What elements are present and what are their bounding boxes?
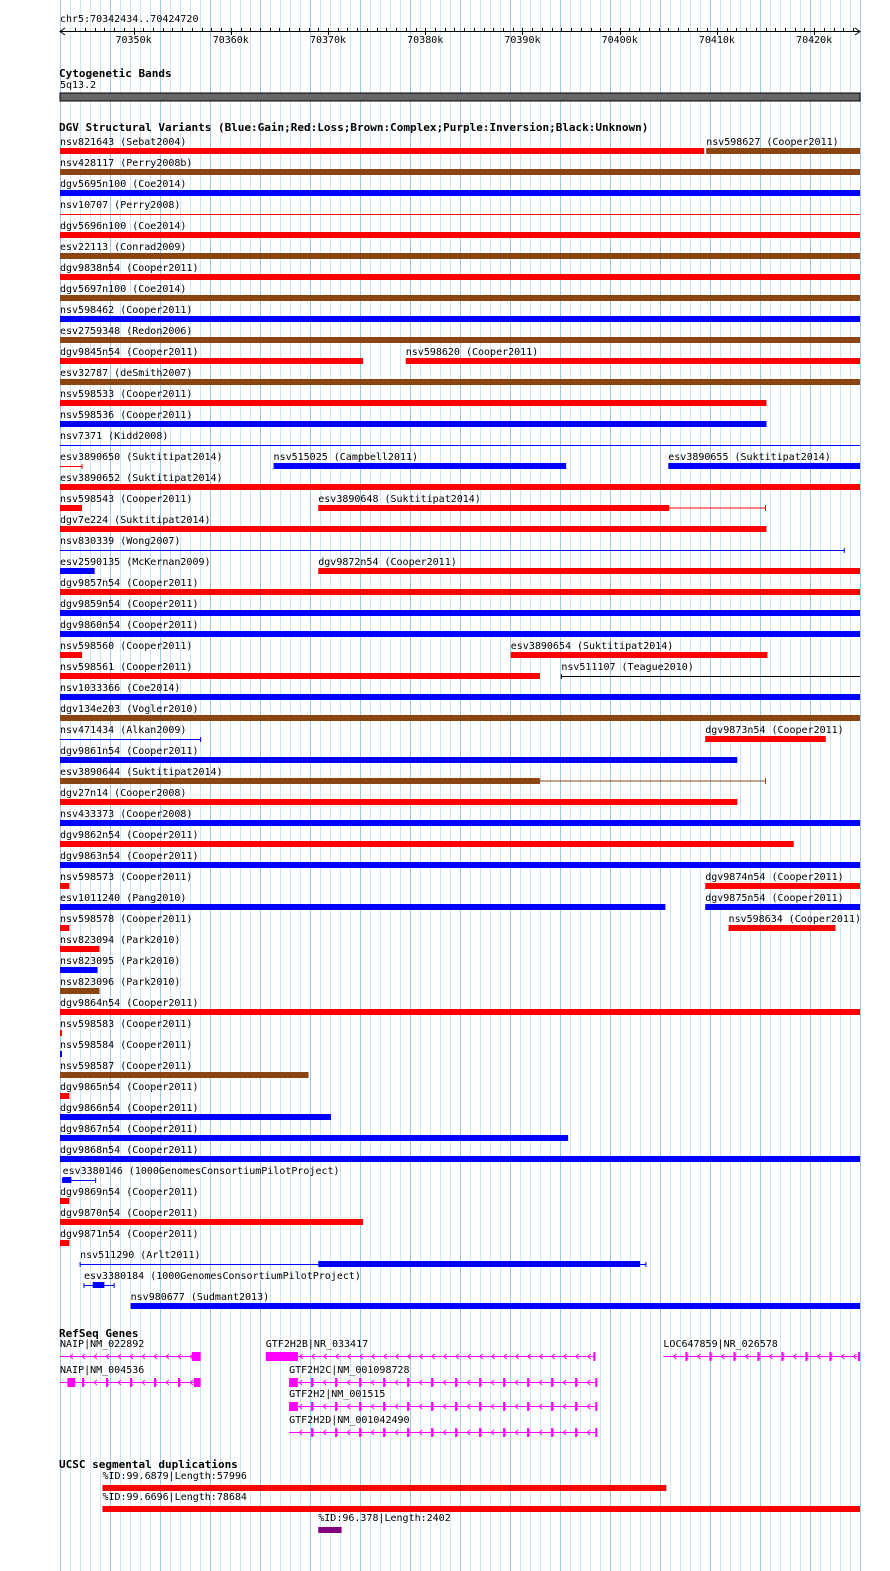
refseq-exon[interactable] <box>154 1378 156 1387</box>
dgv-feature-label: nsv821643 (Sebat2004) <box>60 137 187 148</box>
dgv-feature-label: nsv598627 (Cooper2011) <box>706 137 839 148</box>
dgv-feature-label: dgv9863n54 (Cooper2011) <box>60 851 199 862</box>
dgv-feature-label: nsv511107 (Teague2010) <box>561 662 694 673</box>
dgv-feature-label: dgv9860n54 (Cooper2011) <box>60 620 199 631</box>
ruler-tick-label: 70350k <box>115 35 152 46</box>
dgv-feature-label: dgv9873n54 (Cooper2011) <box>705 725 844 736</box>
dgv-feature-block[interactable] <box>318 1261 640 1267</box>
refseq-exon[interactable] <box>595 1428 597 1437</box>
dgv-feature-label: dgv5696n100 (Coe2014) <box>60 221 187 232</box>
refseq-exon[interactable] <box>829 1352 831 1361</box>
refseq-exon[interactable] <box>503 1402 505 1411</box>
refseq-exon[interactable] <box>383 1402 385 1411</box>
segdup-bar[interactable] <box>318 1527 341 1533</box>
dgv-feature-label: nsv598560 (Cooper2011) <box>60 641 193 652</box>
dgv-feature-label: nsv598536 (Cooper2011) <box>60 410 193 421</box>
segdup-label: %ID:99.6696|Length:78684 <box>102 1492 247 1503</box>
refseq-gene-label: NAIP|NM_004536 <box>60 1365 145 1376</box>
dgv-feature-label: dgv9874n54 (Cooper2011) <box>705 872 844 883</box>
refseq-exon[interactable] <box>805 1352 807 1361</box>
segdup-label: %ID:99.6879|Length:57996 <box>102 1471 247 1482</box>
refseq-exon[interactable] <box>178 1378 180 1387</box>
refseq-exon[interactable] <box>527 1402 529 1411</box>
refseq-gene-label: GTF2H2C|NM_001098728 <box>289 1365 410 1376</box>
cytoband-label: 5q13.2 <box>60 80 97 91</box>
cytoband-bar[interactable] <box>60 93 860 101</box>
dgv-feature-label: dgv9845n54 (Cooper2011) <box>60 347 199 358</box>
ruler-tick-label: 70420k <box>796 35 833 46</box>
refseq-gene-label: GTF2H2D|NM_001042490 <box>289 1415 410 1426</box>
segdup-title[interactable]: UCSC segmental duplications <box>59 1458 238 1471</box>
refseq-exon[interactable] <box>289 1378 298 1387</box>
refseq-exon[interactable] <box>455 1378 457 1387</box>
dgv-feature-label: nsv598620 (Cooper2011) <box>405 347 539 358</box>
refseq-exon[interactable] <box>407 1428 409 1437</box>
dgv-feature-label: nsv598587 (Cooper2011) <box>60 1061 193 1072</box>
dgv-feature-label: dgv9875n54 (Cooper2011) <box>705 893 844 904</box>
dgv-feature-label: nsv598561 (Cooper2011) <box>60 662 193 673</box>
refseq-exon[interactable] <box>335 1402 337 1411</box>
refseq-exon[interactable] <box>130 1378 132 1387</box>
dgv-feature-label: nsv515025 (Campbell2011) <box>273 452 419 463</box>
dgv-feature-label: esv3380146 (1000GenomesConsortiumPilotProject) <box>62 1166 340 1177</box>
dgv-feature-label: nsv823096 (Park2010) <box>60 977 181 988</box>
dgv-feature-label: dgv5695n100 (Coe2014) <box>60 179 187 190</box>
dgv-feature-label: dgv27n14 (Cooper2008) <box>60 788 187 799</box>
ruler-tick-label: 70410k <box>698 35 735 46</box>
cytoband-title[interactable]: Cytogenetic Bands <box>59 67 172 80</box>
refseq-exon[interactable] <box>595 1402 597 1411</box>
dgv-feature-label: nsv980677 (Sudmant2013) <box>130 1292 270 1303</box>
segdup-bar[interactable] <box>102 1506 860 1512</box>
refseq-exon[interactable] <box>335 1428 337 1437</box>
refseq-exon[interactable] <box>575 1402 577 1411</box>
dgv-feature-label: dgv9859n54 (Cooper2011) <box>60 599 199 610</box>
dgv-feature-label: esv3890648 (Suktitipat2014) <box>318 494 481 505</box>
refseq-exon[interactable] <box>431 1378 433 1387</box>
refseq-exon[interactable] <box>383 1428 385 1437</box>
dgv-feature-label: dgv9865n54 (Cooper2011) <box>60 1082 199 1093</box>
refseq-exon[interactable] <box>479 1428 481 1437</box>
refseq-exon[interactable] <box>431 1428 433 1437</box>
dgv-feature-label: nsv10707 (Perry2008) <box>60 200 181 211</box>
refseq-exon[interactable] <box>593 1352 595 1361</box>
refseq-exon[interactable] <box>551 1378 553 1387</box>
dgv-feature-label: dgv9864n54 (Cooper2011) <box>60 998 199 1009</box>
refseq-exon[interactable] <box>106 1378 108 1387</box>
refseq-exon[interactable] <box>455 1428 457 1437</box>
dgv-feature-label: nsv598634 (Cooper2011) <box>728 914 861 925</box>
refseq-exon[interactable] <box>709 1352 711 1361</box>
dgv-feature-label: nsv433373 (Cooper2008) <box>60 809 193 820</box>
refseq-exon[interactable] <box>575 1428 577 1437</box>
dgv-feature-label: dgv9872n54 (Cooper2011) <box>318 557 457 568</box>
refseq-exon[interactable] <box>503 1378 505 1387</box>
dgv-feature-label: dgv9867n54 (Cooper2011) <box>60 1124 199 1135</box>
dgv-feature-label: dgv9869n54 (Cooper2011) <box>60 1187 199 1198</box>
refseq-exon[interactable] <box>479 1378 481 1387</box>
refseq-exon[interactable] <box>266 1352 298 1361</box>
refseq-exon[interactable] <box>82 1378 84 1387</box>
refseq-exon[interactable] <box>527 1378 529 1387</box>
ruler-tick-label: 70360k <box>212 35 249 46</box>
dgv-feature-label: esv22113 (Conrad2009) <box>60 242 187 253</box>
refseq-exon[interactable] <box>479 1402 481 1411</box>
refseq-gene-label: LOC647859|NR_026578 <box>663 1339 778 1350</box>
dgv-feature-label: esv3890650 (Suktitipat2014) <box>60 452 223 463</box>
refseq-exon[interactable] <box>595 1378 597 1387</box>
dgv-feature-label: nsv830339 (Wong2007) <box>60 536 181 547</box>
refseq-gene-label: NAIP|NM_022892 <box>60 1339 145 1350</box>
refseq-exon[interactable] <box>311 1402 313 1411</box>
refseq-exon[interactable] <box>335 1378 337 1387</box>
dgv-feature-label: dgv7e224 (Suktitipat2014) <box>60 515 211 526</box>
dgv-feature-label: esv32787 (deSmith2007) <box>60 368 193 379</box>
dgv-feature-label: dgv9868n54 (Cooper2011) <box>60 1145 199 1156</box>
dgv-feature-label: nsv823095 (Park2010) <box>60 956 181 967</box>
refseq-exon[interactable] <box>757 1352 759 1361</box>
dgv-feature-label: dgv5697n100 (Coe2014) <box>60 284 187 295</box>
refseq-exon[interactable] <box>311 1378 313 1387</box>
dgv-feature-label: nsv598584 (Cooper2011) <box>60 1040 193 1051</box>
refseq-exon[interactable] <box>67 1378 75 1387</box>
refseq-exon[interactable] <box>551 1402 553 1411</box>
dgv-feature-label: nsv428117 (Perry2008b) <box>60 158 193 169</box>
dgv-feature-label: nsv7371 (Kidd2008) <box>60 431 169 442</box>
refseq-exon[interactable] <box>359 1378 361 1387</box>
refseq-exon[interactable] <box>503 1428 505 1437</box>
dgv-feature-label: dgv9857n54 (Cooper2011) <box>60 578 199 589</box>
refseq-gene-label: GTF2H2|NM_001515 <box>289 1389 386 1400</box>
dgv-feature-label: nsv823094 (Park2010) <box>60 935 181 946</box>
dgv-feature-label: nsv598578 (Cooper2011) <box>60 914 193 925</box>
dgv-feature-label: nsv598462 (Cooper2011) <box>60 305 193 316</box>
refseq-exon[interactable] <box>685 1352 687 1361</box>
dgv-feature-label: nsv598573 (Cooper2011) <box>60 872 193 883</box>
refseq-exon[interactable] <box>455 1402 457 1411</box>
dgv-feature-label: nsv598533 (Cooper2011) <box>60 389 193 400</box>
cytoband-track[interactable] <box>60 93 860 101</box>
segdup-bar[interactable] <box>102 1485 666 1491</box>
dgv-feature-label: dgv134e203 (Vogler2010) <box>60 704 199 715</box>
refseq-exon[interactable] <box>407 1378 409 1387</box>
dgv-feature-label: esv3890654 (Suktitipat2014) <box>510 641 674 652</box>
refseq-exon[interactable] <box>551 1428 553 1437</box>
refseq-exon[interactable] <box>527 1428 529 1437</box>
ruler-tick-label: 70380k <box>407 35 444 46</box>
refseq-exon[interactable] <box>407 1402 409 1411</box>
refseq-exon[interactable] <box>575 1378 577 1387</box>
dgv-feature-label: dgv9862n54 (Cooper2011) <box>60 830 199 841</box>
refseq-exon[interactable] <box>192 1352 200 1361</box>
refseq-exon[interactable] <box>199 1352 201 1361</box>
dgv-title[interactable]: DGV Structural Variants (Blue:Gain;Red:Loss;Brown:Complex;Purple:Inversion;Black:Unknown) <box>59 121 649 134</box>
dgv-feature-label: esv2590135 (McKernan2009) <box>60 557 211 568</box>
dgv-feature-label: nsv598583 (Cooper2011) <box>60 1019 193 1030</box>
dgv-feature-label: nsv598543 (Cooper2011) <box>60 494 193 505</box>
refseq-title[interactable]: RefSeq Genes <box>59 1327 139 1340</box>
refseq-exon[interactable] <box>359 1428 361 1437</box>
dgv-feature-label: dgv9870n54 (Cooper2011) <box>60 1208 199 1219</box>
refseq-exon[interactable] <box>781 1352 783 1361</box>
dgv-feature-label: esv1011240 (Pang2010) <box>60 893 187 904</box>
dgv-feature-label: dgv9871n54 (Cooper2011) <box>60 1229 199 1240</box>
refseq-exon[interactable] <box>733 1352 735 1361</box>
refseq-exon[interactable] <box>383 1378 385 1387</box>
ruler-tick-label: 70370k <box>309 35 347 46</box>
refseq-exon[interactable] <box>199 1378 201 1387</box>
dgv-feature-label: nsv471434 (Alkan2009) <box>60 725 187 736</box>
ruler-tick-label: 70400k <box>601 35 638 46</box>
refseq-gene-label: GTF2H2B|NR_033417 <box>265 1339 369 1350</box>
dgv-feature-label: esv3890652 (Suktitipat2014) <box>60 473 223 484</box>
refseq-exon[interactable] <box>311 1428 313 1437</box>
segdup-label: %ID:96.378|Length:2402 <box>318 1513 451 1524</box>
dgv-feature-label: nsv511290 (Arlt2011) <box>80 1250 201 1261</box>
dgv-feature-label: dgv9861n54 (Cooper2011) <box>60 746 199 757</box>
refseq-exon[interactable] <box>289 1402 298 1411</box>
ruler-tick-label: 70390k <box>504 35 541 46</box>
position-label: chr5:70342434..70424720 <box>60 14 199 25</box>
dgv-feature-label: esv2759348 (Redon2006) <box>60 326 193 337</box>
dgv-feature-label: nsv1033366 (Coe2014) <box>60 683 181 694</box>
dgv-feature-label: esv3890644 (Suktitipat2014) <box>60 767 223 778</box>
dgv-feature-label: dgv9866n54 (Cooper2011) <box>60 1103 199 1114</box>
refseq-exon[interactable] <box>359 1402 361 1411</box>
dgv-feature-label: esv3380184 (1000GenomesConsortiumPilotProject) <box>83 1271 361 1282</box>
dgv-feature-label: dgv9838n54 (Cooper2011) <box>60 263 199 274</box>
refseq-exon[interactable] <box>431 1402 433 1411</box>
dgv-feature-label: esv3890655 (Suktitipat2014) <box>668 452 831 463</box>
refseq-exon[interactable] <box>858 1352 860 1361</box>
